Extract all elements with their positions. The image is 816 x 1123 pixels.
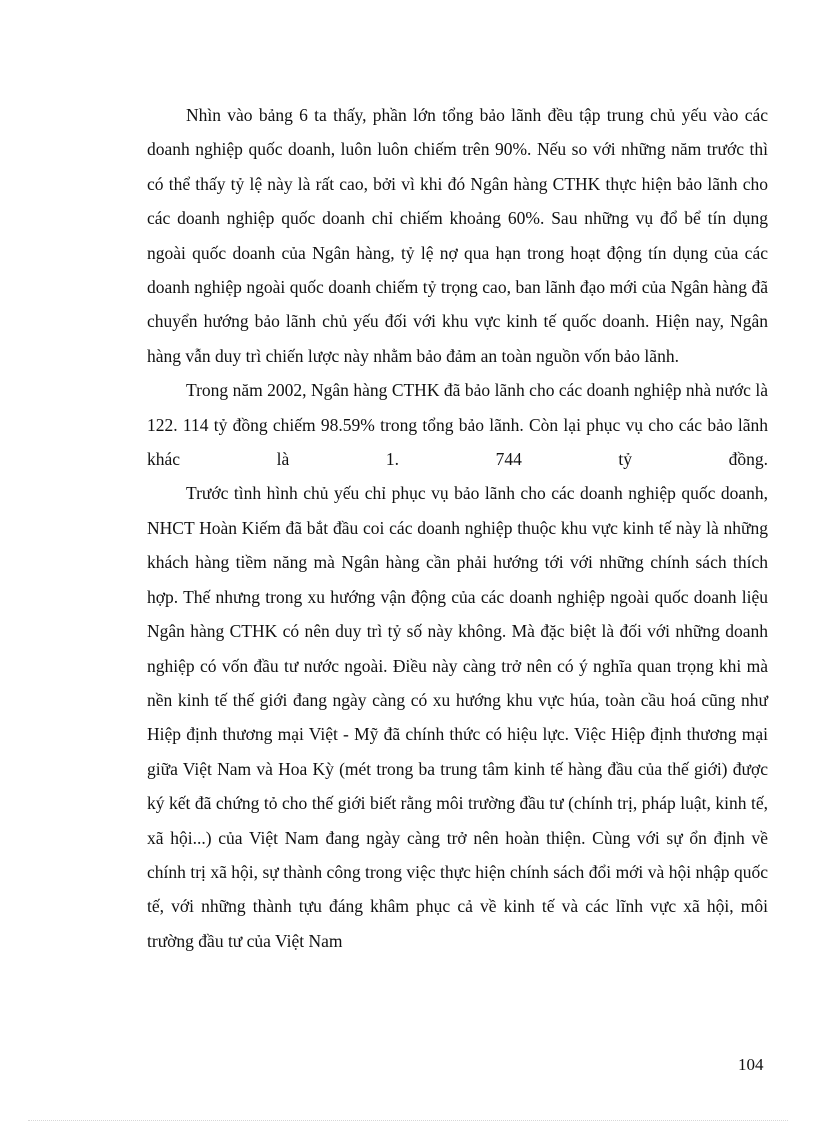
body-text bbox=[147, 98, 768, 958]
paragraph-guarantee-analysis: Nhìn vào bảng 6 ta thấy, phần lớn tổng bảo lãnh đều tập trung chủ yếu vào các doanh nghiệp quốc doanh, luôn luôn chiếm trên 90%. Nếu so với những năm trước thì có thể thấy tỷ lệ này là rất cao, bởi vì khi đó Ngân hàng CTHK thực hiện bảo lãnh cho các doanh nghiệp quốc doanh chỉ chiếm khoảng 60%. Sau những vụ đổ bể tín dụng ngoài quốc doanh của Ngân hàng, tỷ lệ nợ qua hạn trong hoạt động tín dụng của các doanh nghiệp ngoài quốc doanh chiếm tỷ trọng cao, ban lãnh đạo mới của Ngân hàng đã chuyển hướng bảo lãnh chủ yếu đối với khu vực kinh tế quốc doanh. Hiện nay, Ngân hàng vẫn duy trì chiến lược này nhằm bảo đảm an toàn nguồn vốn bảo lãnh. bbox=[147, 105, 768, 366]
paragraph-2002-guarantee: Trong năm 2002, Ngân hàng CTHK đã bảo lãnh cho các doanh nghiệp nhà nước là 122. 114 tỷ đồng chiếm 98.59% trong tổng bảo lãnh. Còn lại phục vụ cho các bảo lãnh khác là 1. 744 tỷ đồng. bbox=[147, 380, 768, 470]
bottom-dotted-rule bbox=[28, 1120, 788, 1121]
page-number: 104 bbox=[738, 1055, 764, 1074]
paragraph-investment-environment: Trước tình hình chủ yếu chỉ phục vụ bảo lãnh cho các doanh nghiệp quốc doanh, NHCT Hoàn Kiếm đã bắt đầu coi các doanh nghiệp thuộc khu vực kinh tế này là những khách hàng tiềm năng mà Ngân hàng cần phải hướng tới với những chính sách thích hợp. Thế nhưng trong xu hướng vận động của các doanh nghiệp ngoài quốc doanh liệu Ngân hàng CTHK có nên duy trì tỷ số này không. Mà đặc biệt là đối với những doanh nghiệp có vốn đầu tư nước ngoài. Điều này càng trở nên có ý nghĩa quan trọng khi mà nền kinh tế thế giới đang ngày càng có xu hướng khu vực húa, toàn cầu hoá cũng như Hiệp định thương mại Việt - Mỹ đã chính thức có hiệu lực. Việc Hiệp định thương mại giữa Việt Nam và Hoa Kỳ (mét trong ba trung tâm kinh tế hàng đầu của thế giới) được ký kết đã chứng tỏ cho thế giới biết rằng môi trường đầu tư (chính trị, pháp luật, kinh tế, xã hội...) của Việt Nam đang ngày càng trở nên hoàn thiện. Cùng với sự ổn định về chính trị xã hội, sự thành công trong việc thực hiện chính sách đổi mới và hội nhập quốc tế, với những thành tựu đáng khâm phục cả về kinh tế và các lĩnh vực xã hội, môi trường đầu tư của Việt Nam bbox=[147, 483, 768, 951]
